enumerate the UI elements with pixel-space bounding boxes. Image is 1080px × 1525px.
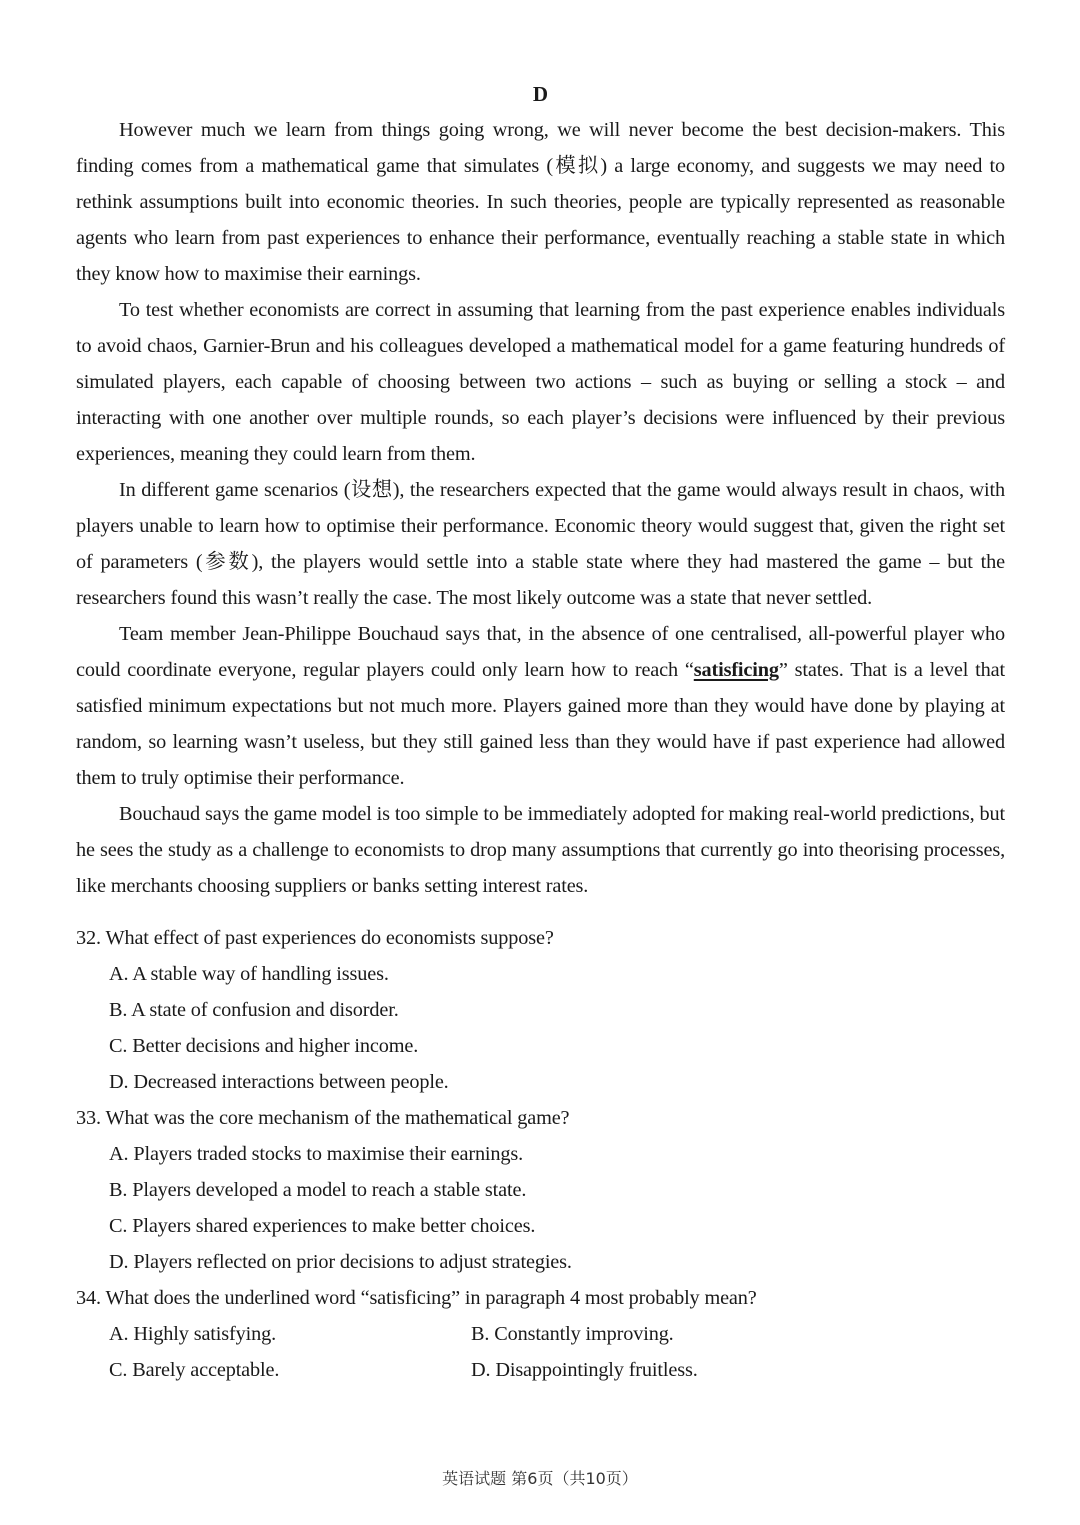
passage-paragraph-2: To test whether economists are correct in assuming that learning from the past experience enables individuals to avoid chaos, Garnier-Brun and his colleagues developed a mathematical model for a game featuring hundreds of simulated players, each capable of choosing between two actions – such as buying or selling a stock – and interacting with one another over multiple rounds, so each player’s decisions were influenced by their previous experiences, meaning they could learn from them. (76, 299, 1005, 465)
passage-paragraph-4 (76, 616, 1005, 796)
reading-passage (76, 112, 1005, 904)
option-d: D. Decreased interactions between people. (109, 1071, 449, 1093)
page-footer: 英语试题 第6页（共10页） (442, 1469, 638, 1488)
option-b: B. Players developed a model to reach a stable state. (109, 1179, 527, 1201)
question-stem: 33. What was the core mechanism of the mathematical game? (76, 1107, 570, 1129)
option-b: B. A state of confusion and disorder. (109, 999, 399, 1021)
passage-paragraph-5: Bouchaud says the game model is too simple to be immediately adopted for making real-world predictions, but he sees the study as a challenge to economists to drop many assumptions that currently go into theorising processes, like merchants choosing suppliers or banks setting interest rates. (76, 803, 1005, 897)
option-list (76, 956, 1005, 1100)
passage-paragraph-3: In different game scenarios (设想), the researchers expected that the game would always result in chaos, with players unable to learn how to optimise their performance. Economic theory would suggest that, given the right set of parameters (参数), the players would settle into a stable state where they had mastered the game – but the researchers found this wasn’t really the case. The most likely outcome was a state that never settled. (76, 479, 1005, 609)
section-title: D (532, 82, 549, 106)
option-a: A. Highly satisfying. (109, 1323, 276, 1345)
question-stem: 34. What does the underlined word “satisficing” in paragraph 4 most probably mean? (76, 1287, 757, 1309)
option-list (76, 1136, 1005, 1280)
question-stem: 32. What effect of past experiences do economists suppose? (76, 927, 554, 949)
option-d: D. Disappointingly fruitless. (471, 1359, 698, 1381)
option-d: D. Players reflected on prior decisions to adjust strategies. (109, 1251, 572, 1273)
question-list (76, 920, 1005, 1388)
question-34 (76, 1280, 1005, 1388)
option-c: C. Barely acceptable. (109, 1359, 280, 1381)
option-b: B. Constantly improving. (471, 1323, 674, 1345)
underlined-word-satisficing: satisficing (693, 659, 779, 681)
paragraph-4-text-before: Team member Jean-Philippe Bouchaud says that, in the absence of one centralised, all-powerful player who could coordinate everyone, regular players could only learn how to reach “ (76, 623, 1005, 681)
option-a: A. Players traded stocks to maximise their earnings. (109, 1143, 524, 1165)
option-a: A. A stable way of handling issues. (109, 963, 389, 985)
option-c: C. Players shared experiences to make better choices. (109, 1215, 536, 1237)
question-33 (76, 1100, 1005, 1280)
exam-page (76, 78, 1005, 1388)
passage-paragraph-1: However much we learn from things going wrong, we will never become the best decision-makers. This finding comes from a mathematical game that simulates (模拟) a large economy, and suggests we may need to rethink assumptions built into economic theories. In such theories, people are typically represented as reasonable agents who learn from past experiences to enhance their performance, eventually reaching a stable state in which they know how to maximise their earnings. (76, 119, 1005, 285)
question-32 (76, 920, 1005, 1100)
option-list (76, 1316, 1005, 1388)
option-c: C. Better decisions and higher income. (109, 1035, 419, 1057)
paragraph-4-text-after: ” states. That is a level that satisfied minimum expectations but not much more. Players gained more than they would have done by playing at random, so learning wasn’t useless, but they still gained less than they would have if past experience had allowed them to truly optimise their performance. (76, 659, 1005, 789)
